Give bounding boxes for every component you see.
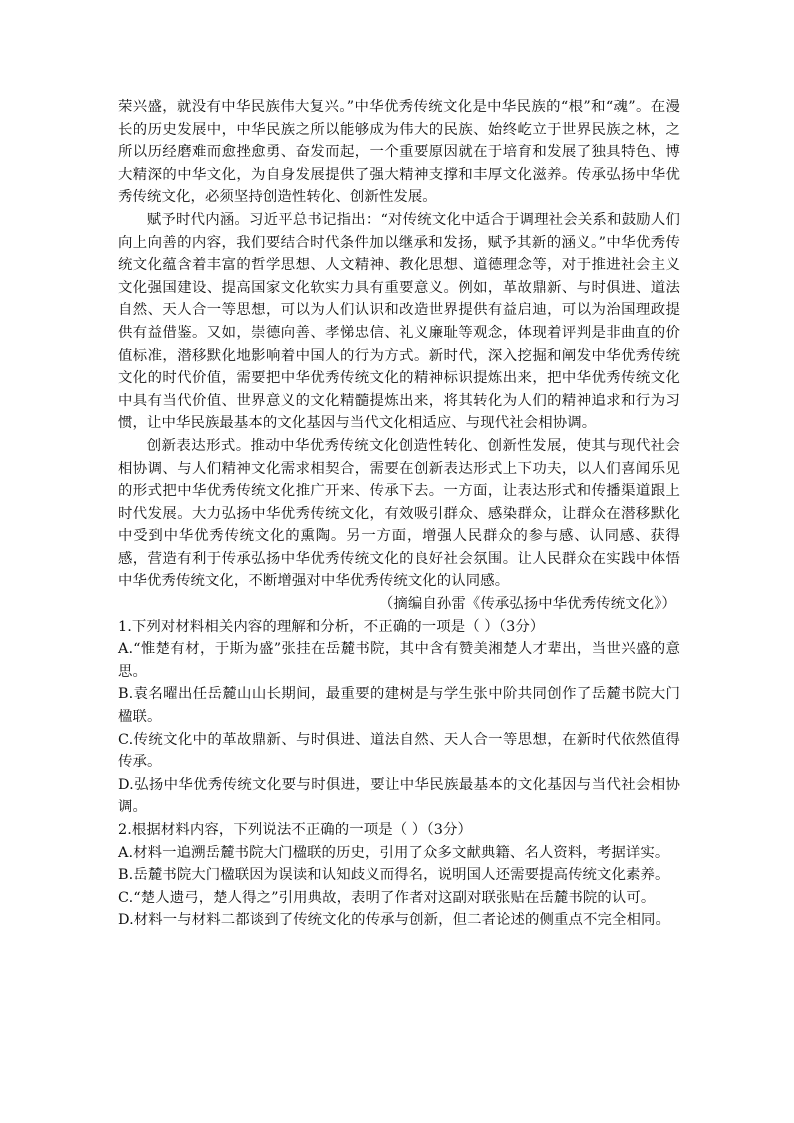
question-2-stem: 2.根据材料内容，下列说法不正确的一项是（ ）（3分） [118,822,472,838]
question-2-option-b: B.岳麓书院大门楹联因为误读和认知歧义而得名，说明国人还需要提高传统文化素养。 [118,867,670,884]
article-source: （摘编自孙雷《传承弘扬中华优秀传统文化》） [378,596,676,613]
article-paragraph-1: 荣兴盛，就没有中华民族伟大复兴。”中华优秀传统文化是中华民族的“根”和“魂”。在漫长的历史发展中，中华民族之所以能够成为伟大的民族、始终屹立于世界民族之林，之所以历经磨难而愈挫愈勇、奋发而起，一个重要原因就在于培育和发展了独具特色、博大精深的中华文化，为自身发展提供了强大精神支撑和丰厚文化滋养。传承弘扬中华优秀传统文化，必须坚持创造性转化、创新性发展。 [118,99,680,206]
question-2-option-a: A.材料一追溯岳麓书院大门楹联的历史，引用了众多文献典籍、名人资料，考据详实。 [118,844,670,861]
question-2-option-d: D.材料一与材料二都谈到了传统文化的传承与创新，但二者论述的侧重点不完全相同。 [118,912,670,929]
question-2-option-c: C.“楚人遗弓，楚人得之”引用典故，表明了作者对这副对联张贴在岳麓书院的认可。 [118,889,656,906]
question-1-option-a: A.“惟楚有材，于斯为盛”张挂在岳麓书院，其中含有赞美湘楚人才辈出，当世兴盛的意思。 [118,641,680,680]
article-paragraph-2: 赋予时代内涵。习近平总书记指出：“对传统文化中适合于调理社会关系和鼓励人们向上向善的内容，我们要结合时代条件加以继承和发扬，赋予其新的涵义。”中华优秀传统文化蕴含着丰富的哲学思想、人文精神、教化思想、道德理念等，对于推进社会主义文化强国建设、提高国家文化软实力具有重要意义。例如，革故鼎新、与时俱进、道法自然、天人合一等思想，可以为人们认识和改造世界提供有益启迪，可以为治国理政提供有益借鉴。又如，崇德向善、孝悌忠信、礼义廉耻等观念，体现着评判是非曲直的价值标准，潜移默化地影响着中国人的行为方式。新时代，深入挖掘和阐发中华优秀传统文化的时代价值，需要把中华优秀传统文化的精神标识提炼出来，把中华优秀传统文化中具有当代价值、世界意义的文化精髓提炼出来，将其转化为人们的精神追求和行为习惯，让中华民族最基本的文化基因与当代文化相适应、与现代社会相协调。 [118,211,680,432]
question-2 [118,819,680,932]
question-1-option-c: C.传统文化中的革故鼎新、与时俱进、道法自然、天人合一等思想，在新时代依然值得传承。 [118,731,680,771]
article-paragraph-3: 创新表达形式。推动中华优秀传统文化创造性转化、创新性发展，使其与现代社会相协调、与人们精神文化需求相契合，需要在创新表达形式上下功夫，以人们喜闻乐见的形式把中华优秀传统文化推广开来、传承下去。一方面，让表达形式和传播渠道跟上时代发展。大力弘扬中华优秀传统文化，有效吸引群众、感染群众，让群众在潜移默化中受到中华优秀传统文化的熏陶。另一方面，增强人民群众的参与感、认同感、获得感，营造有利于传承弘扬中华优秀传统文化的良好社会氛围。让人民群众在实践中体悟中华优秀传统文化，不断增强对中华优秀传统文化的认同感。 [118,437,680,590]
question-1-option-b: B.袁名曜出任岳麓山山长期间，最重要的建树是与学生张中阶共同创作了岳麓书院大门楹联。 [118,686,680,726]
question-1-option-d: D.弘扬中华优秀传统文化要与时俱进，要让中华民族最基本的文化基因与当代社会相协调。 [118,776,680,816]
document-page [118,96,680,932]
question-1-stem: 1.下列对材料相关内容的理解和分析，不正确的一项是（ ）（3分） [118,618,545,635]
question-1 [118,616,680,819]
